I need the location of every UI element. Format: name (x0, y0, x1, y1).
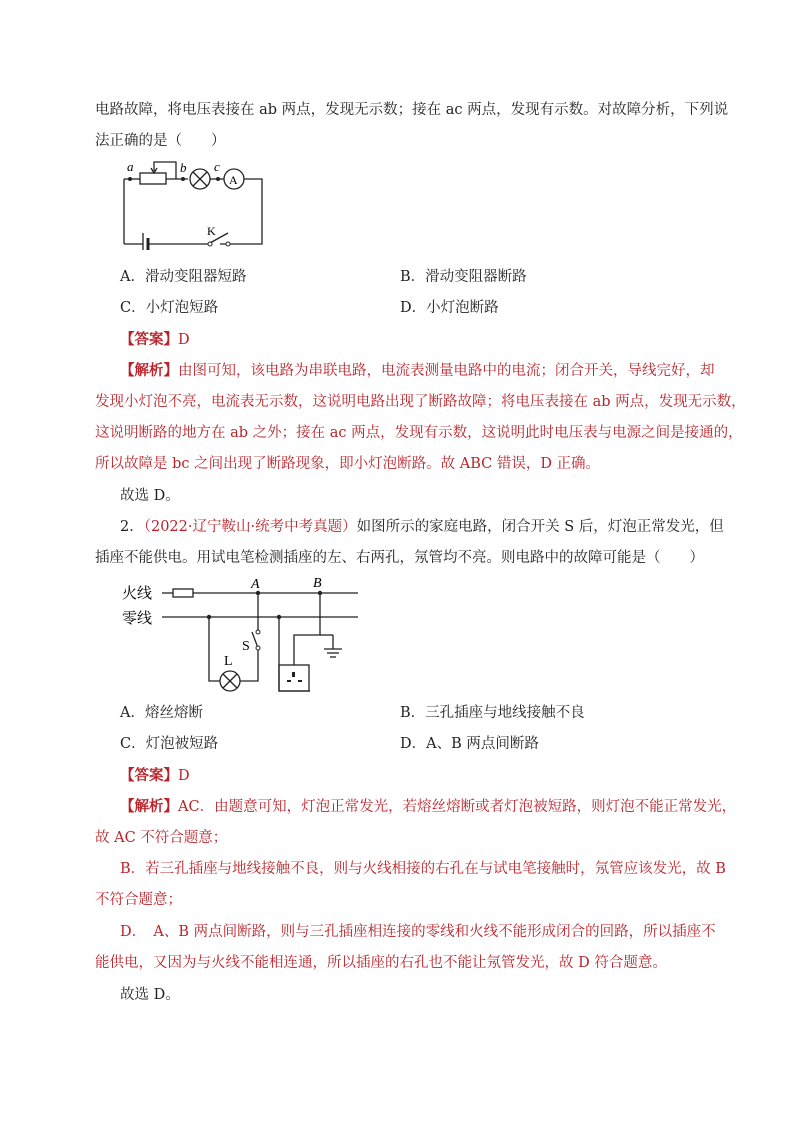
fuse-symbol (173, 589, 193, 597)
q2-option-c: C．灯泡被短路 (120, 736, 219, 752)
switch-label: K (207, 224, 216, 238)
q1-stem-line1: 电路故障，将电压表接在 ab 两点，发现无示数；接在 ac 两点，发现有示数。对故障分析，下列说 (95, 102, 729, 118)
q2-stem-line2: 插座不能供电。用试电笔检测插座的左、右两孔，氖管均不亮。则电路中的故障可能是（ ） (95, 550, 704, 566)
q2-analysis-label: 【解析】 (120, 798, 178, 815)
q1-stem-line2: 法正确的是（ ） (95, 133, 226, 149)
q1-option-a: A．滑动变阻器短路 (120, 269, 247, 285)
q1-answer (120, 330, 190, 350)
q2-option-b: B．三孔插座与地线接触不良 (400, 705, 585, 721)
q2-answer-value: D (178, 768, 190, 784)
switch-S-symbol (252, 632, 258, 648)
socket-symbol (279, 665, 309, 691)
label-b: b (180, 160, 187, 175)
q1-analysis-line3: 这说明断路的地方在 ab 之外；接在 ac 两点，发现有示数，这说明此时电压表与电源之间是接通的， (95, 425, 743, 441)
q2-number: 2． (120, 519, 144, 535)
q2-conclusion: 故选 D。 (120, 987, 180, 1003)
q2-analysis-line6: 能供电，又因为与火线不能相连通，所以插座的右孔也不能让氖管发光，故 D 符合题意。 (95, 955, 667, 971)
q2-answer (120, 766, 190, 786)
q2-answer-label: 【答案】 (120, 767, 178, 784)
q1-answer-value: D (178, 332, 190, 348)
q2-analysis-line1: 【解析】AC．由题意可知，灯泡正常发光，若熔丝熔断或者灯泡被短路，则灯泡不能正常发光， (120, 798, 737, 815)
q2-analysis-line2: 故 AC 不符合题意； (95, 830, 228, 846)
q2-analysis-line5: D． A、B 两点间断路，则与三孔插座相连接的零线和火线不能形成闭合的回路，所以插座不 (120, 924, 716, 940)
q1-answer-label: 【答案】 (120, 331, 178, 348)
label-B: B (313, 576, 322, 591)
label-c: c (214, 159, 220, 174)
q2-analysis-line4: 不符合题意； (95, 892, 182, 908)
q2-source: （2022·辽宁鞍山·统考中考真题） (143, 519, 357, 535)
q1-option-b: B．滑动变阻器断路 (400, 269, 527, 285)
q2-stem-line1: 2．（2022·辽宁鞍山·统考中考真题）如图所示的家庭电路，闭合开关 S 后，灯泡正常发光，但 (120, 519, 724, 535)
ammeter-label: A (229, 173, 238, 187)
q1-analysis-line1: 【解析】由图可知，该电路为串联电路，电流表测量电路中的电流；闭合开关，导线完好，却 (120, 362, 715, 379)
lamp-L-label: L (224, 654, 233, 669)
q1-conclusion: 故选 D。 (120, 488, 180, 504)
circuit-diagram-1 (110, 155, 280, 250)
live-wire-label: 火线 (122, 586, 153, 602)
q2-option-a: A．熔丝熔断 (120, 705, 203, 721)
neutral-wire-label: 零线 (122, 611, 153, 627)
q2-option-d: D．A、B 两点间断路 (400, 736, 539, 752)
q1-analysis-line2: 发现小灯泡不亮，电流表无示数，这说明电路出现了断路故障；将电压表接在 ab 两点，发现无示数， (95, 394, 746, 410)
q1-analysis-line4: 所以故障是 bc 之间出现了断路现象，即小灯泡断路。故 ABC 错误，D 正确。 (95, 456, 601, 472)
q1-analysis-label: 【解析】 (120, 362, 178, 379)
q1-option-d: D．小灯泡断路 (400, 300, 499, 316)
rheostat-symbol (140, 173, 166, 184)
label-a: a (127, 159, 134, 174)
q1-option-c: C．小灯泡短路 (120, 300, 219, 316)
label-A: A (251, 577, 260, 592)
switch-S-label: S (242, 639, 250, 654)
circuit-diagram-2 (118, 575, 368, 695)
q2-analysis-line3: B．若三孔插座与地线接触不良，则与火线相接的右孔在与试电笔接触时，氖管应该发光，故 B (120, 861, 726, 877)
